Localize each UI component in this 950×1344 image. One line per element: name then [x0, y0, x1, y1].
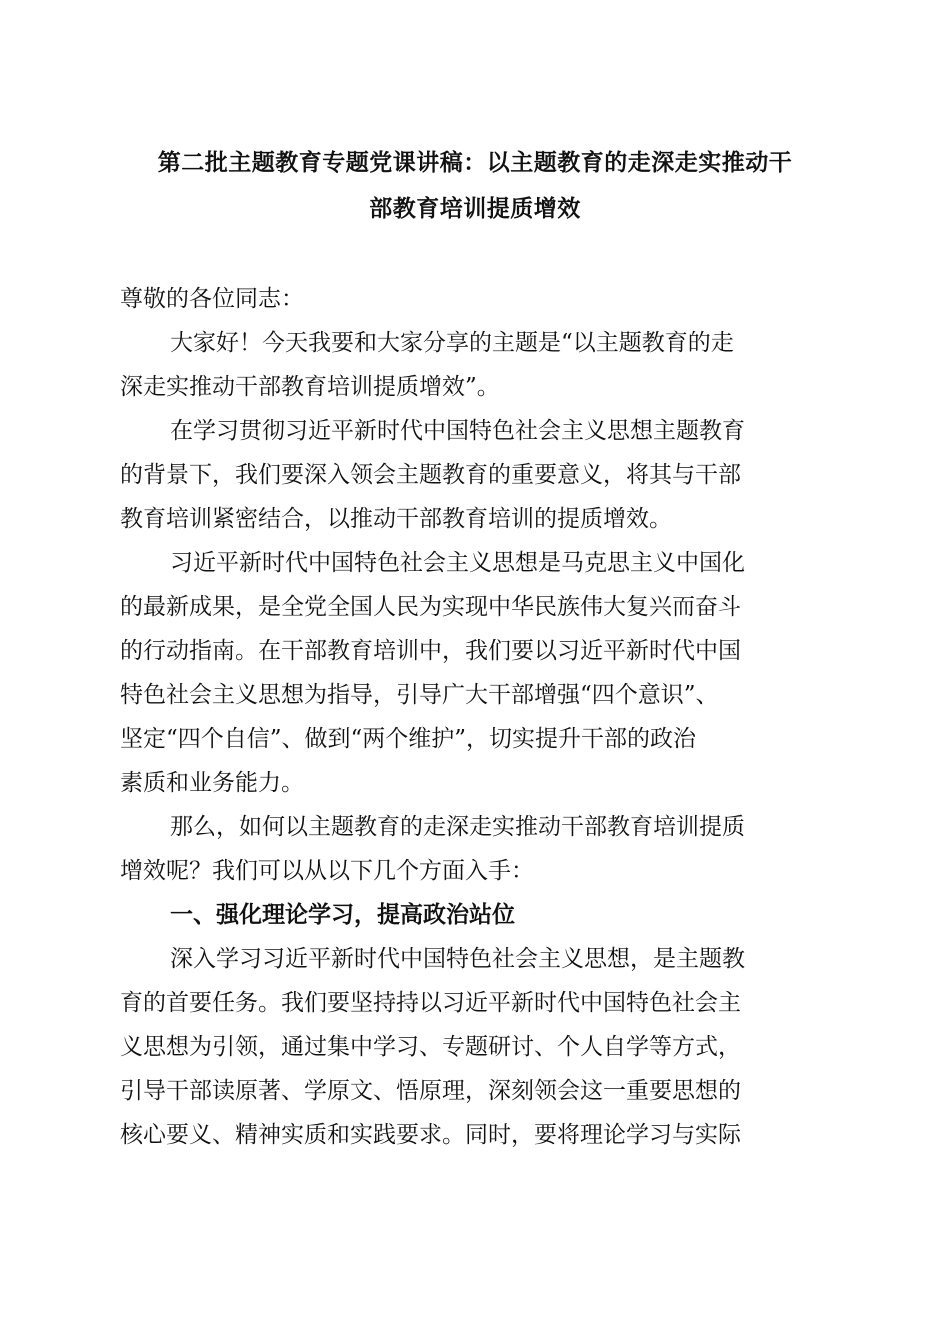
- paragraph-line: 的最新成果，是全党全国人民为实现中华民族伟大复兴而奋斗: [120, 594, 741, 620]
- paragraph-background: [120, 409, 830, 541]
- paragraph-line: 的背景下，我们要深入领会主题教育的重要意义，将其与干部: [120, 462, 741, 488]
- paragraph-line: 素质和业务能力。: [120, 770, 304, 796]
- paragraph-line: 深走实推动干部教育培训提质增效”。: [120, 374, 500, 400]
- paragraph-line: 大家好！今天我要和大家分享的主题是“以主题教育的走: [170, 330, 734, 356]
- paragraph-line: 育的首要任务。我们要坚持持以习近平新时代中国特色社会主: [120, 990, 741, 1016]
- document-body: [120, 277, 830, 1157]
- paragraph-line: 核心要义、精神实质和实践要求。同时，要将理论学习与实际: [120, 1122, 741, 1148]
- paragraph-question: [120, 805, 830, 893]
- paragraph-line: 深入学习习近平新时代中国特色社会主义思想，是主题教: [170, 946, 745, 972]
- section-heading: 一、强化理论学习，提高政治站位: [170, 902, 515, 928]
- paragraph-line: 义思想为引领，通过集中学习、专题研讨、个人自学等方式，: [120, 1034, 741, 1060]
- paragraph-thought: [120, 541, 830, 805]
- paragraph-line: 引导干部读原著、学原文、悟原理，深刻领会这一重要思想的: [120, 1078, 741, 1104]
- title-line: 第二批主题教育专题党课讲稿：以主题教育的走深走实推动干: [157, 149, 793, 176]
- paragraph-greeting: [120, 321, 830, 409]
- paragraph-line: 的行动指南。在干部教育培训中，我们要以习近平新时代中国: [120, 638, 741, 664]
- paragraph-theory-study: [120, 937, 830, 1157]
- salutation: 尊敬的各位同志：: [120, 286, 304, 312]
- paragraph-line: 坚定“四个自信”、做到“两个维护”，切实提升干部的政治: [120, 726, 697, 752]
- document-title: [110, 140, 840, 232]
- paragraph-line: 在学习贯彻习近平新时代中国特色社会主义思想主题教育: [170, 418, 745, 444]
- paragraph-line: 习近平新时代中国特色社会主义思想是马克思主义中国化: [170, 550, 745, 576]
- title-line: 部教育培训提质增效: [369, 195, 581, 222]
- paragraph-line: 特色社会主义思想为指导，引导广大干部增强“四个意识”、: [120, 682, 719, 708]
- paragraph-line: 那么，如何以主题教育的走深走实推动干部教育培训提质: [170, 814, 745, 840]
- paragraph-line: 增效呢？我们可以从以下几个方面入手：: [120, 858, 534, 884]
- paragraph-line: 教育培训紧密结合，以推动干部教育培训的提质增效。: [120, 506, 672, 532]
